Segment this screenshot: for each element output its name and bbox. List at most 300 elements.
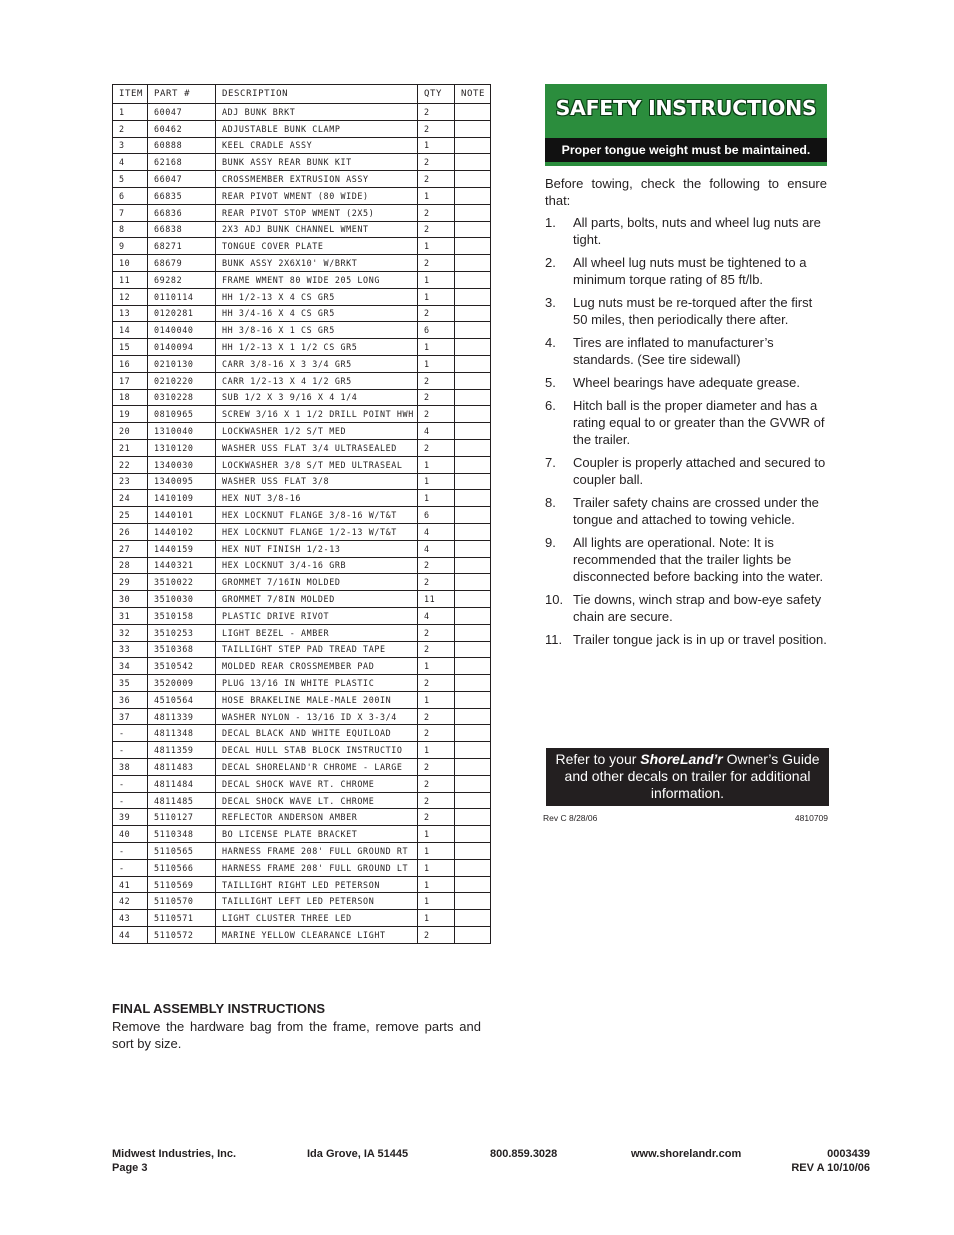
- note-cell: [455, 339, 491, 356]
- description-cell: BO LICENSE PLATE BRACKET: [216, 826, 418, 843]
- description-cell: CARR 3/8-16 X 3 3/4 GR5: [216, 355, 418, 372]
- description-cell: SCREW 3/16 X 1 1/2 DRILL POINT HWH: [216, 406, 418, 423]
- item-number-cell: 27: [113, 540, 148, 557]
- checklist-number: 10.: [545, 592, 564, 607]
- description-cell: GROMMET 7/16IN MOLDED: [216, 574, 418, 591]
- qty-cell: 6: [418, 507, 455, 524]
- note-cell: [455, 876, 491, 893]
- checklist-text: Trailer safety chains are crossed under the tongue and attached to towing vehicle.: [573, 495, 819, 527]
- qty-cell: 2: [418, 927, 455, 944]
- item-number-cell: 10: [113, 255, 148, 272]
- note-cell: [455, 104, 491, 121]
- note-cell: [455, 372, 491, 389]
- item-number-cell: 40: [113, 826, 148, 843]
- description-cell: WASHER USS FLAT 3/8: [216, 473, 418, 490]
- item-number-cell: -: [113, 859, 148, 876]
- qty-cell: 1: [418, 910, 455, 927]
- description-cell: REAR PIVOT WMENT (80 WIDE): [216, 187, 418, 204]
- item-number-cell: 2: [113, 120, 148, 137]
- note-cell: [455, 389, 491, 406]
- checklist-number: 9.: [545, 535, 556, 550]
- part-number-cell: 60888: [148, 137, 216, 154]
- table-row: [113, 742, 491, 759]
- table-row: [113, 439, 491, 456]
- checklist-number: 4.: [545, 335, 556, 350]
- part-number-cell: 3510158: [148, 607, 216, 624]
- qty-cell: 11: [418, 591, 455, 608]
- table-row: [113, 355, 491, 372]
- part-number-cell: 0310228: [148, 389, 216, 406]
- part-number-cell: 1310120: [148, 439, 216, 456]
- description-cell: MOLDED REAR CROSSMEMBER PAD: [216, 658, 418, 675]
- checklist-number: 6.: [545, 398, 556, 413]
- item-number-cell: 38: [113, 759, 148, 776]
- description-cell: CROSSMEMBER EXTRUSION ASSY: [216, 171, 418, 188]
- qty-cell: 2: [418, 389, 455, 406]
- part-number-cell: 1440159: [148, 540, 216, 557]
- qty-cell: 2: [418, 624, 455, 641]
- item-number-cell: 31: [113, 607, 148, 624]
- description-cell: PLASTIC DRIVE RIVOT: [216, 607, 418, 624]
- table-row: [113, 154, 491, 171]
- description-cell: TAILLIGHT LEFT LED PETERSON: [216, 893, 418, 910]
- qty-cell: 2: [418, 406, 455, 423]
- checklist-number: 1.: [545, 215, 556, 230]
- checklist-item: [545, 374, 827, 391]
- final-assembly-text: Remove the hardware bag from the frame, remove parts and sort by size.: [112, 1019, 481, 1051]
- footer-company-block: [112, 1147, 236, 1175]
- item-number-cell: 19: [113, 406, 148, 423]
- description-cell: DECAL SHOCK WAVE LT. CHROME: [216, 792, 418, 809]
- description-cell: TONGUE COVER PLATE: [216, 238, 418, 255]
- table-row: [113, 473, 491, 490]
- description-cell: ADJUSTABLE BUNK CLAMP: [216, 120, 418, 137]
- description-cell: HH 3/4-16 X 4 CS GR5: [216, 305, 418, 322]
- table-row: [113, 255, 491, 272]
- table-row: [113, 372, 491, 389]
- checklist-text: Coupler is properly attached and secured to coupler ball.: [573, 455, 826, 487]
- part-number-cell: 4811339: [148, 708, 216, 725]
- part-number-cell: 5110569: [148, 876, 216, 893]
- part-number-cell: 1440101: [148, 507, 216, 524]
- checklist-text: Lug nuts must be re-torqued after the first 50 miles, then periodically there after.: [573, 295, 813, 327]
- description-cell: REAR PIVOT STOP WMENT (2X5): [216, 204, 418, 221]
- checklist-item: [545, 254, 827, 288]
- table-row: [113, 221, 491, 238]
- item-number-cell: 20: [113, 423, 148, 440]
- refer-prefix: Refer to your: [555, 751, 641, 767]
- item-number-cell: 16: [113, 355, 148, 372]
- part-number-cell: 5110572: [148, 927, 216, 944]
- note-cell: [455, 439, 491, 456]
- table-row: [113, 624, 491, 641]
- description-cell: KEEL CRADLE ASSY: [216, 137, 418, 154]
- part-number-cell: 1340095: [148, 473, 216, 490]
- part-number-cell: 3510030: [148, 591, 216, 608]
- item-number-cell: -: [113, 725, 148, 742]
- checklist-item: [545, 494, 827, 528]
- table-row: [113, 658, 491, 675]
- part-number-cell: 4811484: [148, 775, 216, 792]
- footer-doc-block: [740, 1147, 870, 1175]
- safety-checklist: [545, 214, 827, 654]
- table-row: [113, 171, 491, 188]
- revision-note: Rev C 8/28/06: [543, 813, 598, 823]
- checklist-number: 3.: [545, 295, 556, 310]
- qty-cell: 2: [418, 221, 455, 238]
- description-cell: HEX NUT FINISH 1/2-13: [216, 540, 418, 557]
- note-cell: [455, 675, 491, 692]
- part-number-cell: 0210130: [148, 355, 216, 372]
- item-number-cell: 17: [113, 372, 148, 389]
- table-row: [113, 641, 491, 658]
- description-cell: MARINE YELLOW CLEARANCE LIGHT: [216, 927, 418, 944]
- description-cell: WASHER NYLON - 13/16 ID X 3-3/4: [216, 708, 418, 725]
- note-cell: [455, 624, 491, 641]
- checklist-item: [545, 294, 827, 328]
- description-cell: TAILLIGHT RIGHT LED PETERSON: [216, 876, 418, 893]
- note-cell: [455, 507, 491, 524]
- item-number-cell: 34: [113, 658, 148, 675]
- part-number-cell: 66835: [148, 187, 216, 204]
- description-cell: HARNESS FRAME 208' FULL GROUND RT: [216, 843, 418, 860]
- description-cell: REFLECTOR ANDERSON AMBER: [216, 809, 418, 826]
- part-number-cell: 5110127: [148, 809, 216, 826]
- note-cell: [455, 809, 491, 826]
- table-row: [113, 120, 491, 137]
- note-cell: [455, 742, 491, 759]
- part-number-cell: 0110114: [148, 288, 216, 305]
- footer-website: www.shorelandr.com: [631, 1148, 742, 1160]
- table-row: [113, 305, 491, 322]
- description-cell: HH 3/8-16 X 1 CS GR5: [216, 322, 418, 339]
- checklist-number: 7.: [545, 455, 556, 470]
- header-description: DESCRIPTION: [216, 85, 418, 104]
- item-number-cell: 9: [113, 238, 148, 255]
- table-row: [113, 456, 491, 473]
- item-number-cell: 30: [113, 591, 148, 608]
- item-number-cell: 32: [113, 624, 148, 641]
- note-cell: [455, 557, 491, 574]
- qty-cell: 1: [418, 271, 455, 288]
- table-row: [113, 725, 491, 742]
- qty-cell: 1: [418, 876, 455, 893]
- note-cell: [455, 523, 491, 540]
- description-cell: HEX NUT 3/8-16: [216, 490, 418, 507]
- note-cell: [455, 927, 491, 944]
- description-cell: HEX LOCKNUT FLANGE 1/2-13 W/T&T: [216, 523, 418, 540]
- note-cell: [455, 843, 491, 860]
- note-cell: [455, 271, 491, 288]
- qty-cell: 2: [418, 120, 455, 137]
- checklist-number: 11.: [545, 632, 563, 647]
- qty-cell: 2: [418, 439, 455, 456]
- part-number-cell: 5110566: [148, 859, 216, 876]
- item-number-cell: 1: [113, 104, 148, 121]
- item-number-cell: 8: [113, 221, 148, 238]
- part-number-cell: 1340030: [148, 456, 216, 473]
- part-number-cell: 1440321: [148, 557, 216, 574]
- item-number-cell: 21: [113, 439, 148, 456]
- table-row: [113, 809, 491, 826]
- part-number-cell: 3510022: [148, 574, 216, 591]
- qty-cell: 2: [418, 641, 455, 658]
- part-number-cell: 0810965: [148, 406, 216, 423]
- final-assembly-heading: FINAL ASSEMBLY INSTRUCTIONS: [112, 1001, 326, 1016]
- note-cell: [455, 322, 491, 339]
- parts-table-header: [113, 85, 491, 104]
- item-number-cell: -: [113, 843, 148, 860]
- item-number-cell: 7: [113, 204, 148, 221]
- safety-title: SAFETY INSTRUCTIONS: [555, 96, 817, 120]
- part-number-cell: 62168: [148, 154, 216, 171]
- table-row: [113, 708, 491, 725]
- item-number-cell: -: [113, 792, 148, 809]
- checklist-text: Hitch ball is the proper diameter and has a rating equal to or greater than the GVWR of the trailer.: [573, 398, 825, 447]
- part-number-cell: 3510368: [148, 641, 216, 658]
- table-row: [113, 557, 491, 574]
- part-number-cell: 5110348: [148, 826, 216, 843]
- part-number-cell: 3510542: [148, 658, 216, 675]
- qty-cell: 2: [418, 305, 455, 322]
- footer-location: Ida Grove, IA 51445: [307, 1148, 409, 1160]
- table-row: [113, 507, 491, 524]
- note-cell: [455, 423, 491, 440]
- table-row: [113, 137, 491, 154]
- item-number-cell: 13: [113, 305, 148, 322]
- description-cell: TAILLIGHT STEP PAD TREAD TAPE: [216, 641, 418, 658]
- qty-cell: 1: [418, 859, 455, 876]
- part-number-cell: 3520009: [148, 675, 216, 692]
- note-cell: [455, 910, 491, 927]
- item-number-cell: 6: [113, 187, 148, 204]
- description-cell: HEX LOCKNUT 3/4-16 GRB: [216, 557, 418, 574]
- description-cell: SUB 1/2 X 3 9/16 X 4 1/4: [216, 389, 418, 406]
- qty-cell: 2: [418, 372, 455, 389]
- parts-table-body: [113, 104, 491, 944]
- description-cell: LOCKWASHER 1/2 S/T MED: [216, 423, 418, 440]
- checklist-item: [545, 454, 827, 488]
- item-number-cell: 18: [113, 389, 148, 406]
- item-number-cell: 43: [113, 910, 148, 927]
- description-cell: DECAL SHORELAND'R CHROME - LARGE: [216, 759, 418, 776]
- item-number-cell: 23: [113, 473, 148, 490]
- description-cell: ADJ BUNK BRKT: [216, 104, 418, 121]
- part-number-cell: 4811483: [148, 759, 216, 776]
- qty-cell: 1: [418, 238, 455, 255]
- item-number-cell: 24: [113, 490, 148, 507]
- part-number-cell: 0140040: [148, 322, 216, 339]
- table-row: [113, 288, 491, 305]
- table-row: [113, 607, 491, 624]
- header-qty: QTY: [418, 85, 455, 104]
- footer-phone: 800.859.3028: [490, 1148, 558, 1160]
- part-number-cell: 1410109: [148, 490, 216, 507]
- note-cell: [455, 473, 491, 490]
- checklist-text: Trailer tongue jack is in up or travel position.: [573, 632, 827, 647]
- footer-revision: REV A 10/10/06: [791, 1162, 870, 1174]
- table-row: [113, 187, 491, 204]
- description-cell: FRAME WMENT 80 WIDE 205 LONG: [216, 271, 418, 288]
- qty-cell: 1: [418, 691, 455, 708]
- part-number-cell: 5110570: [148, 893, 216, 910]
- qty-cell: 2: [418, 154, 455, 171]
- part-number-cell: 60462: [148, 120, 216, 137]
- note-cell: [455, 859, 491, 876]
- part-number-cell: 4811348: [148, 725, 216, 742]
- part-number-cell: 0120281: [148, 305, 216, 322]
- item-number-cell: 15: [113, 339, 148, 356]
- note-cell: [455, 708, 491, 725]
- parts-table: [112, 84, 491, 944]
- checklist-item: [545, 397, 827, 448]
- part-number-cell: 4811485: [148, 792, 216, 809]
- item-number-cell: 4: [113, 154, 148, 171]
- note-cell: [455, 171, 491, 188]
- description-cell: 2X3 ADJ BUNK CHANNEL WMENT: [216, 221, 418, 238]
- part-number-cell: 4811359: [148, 742, 216, 759]
- qty-cell: 1: [418, 339, 455, 356]
- note-cell: [455, 691, 491, 708]
- checklist-text: Tie downs, winch strap and bow-eye safety chain are secure.: [573, 592, 822, 624]
- qty-cell: 2: [418, 104, 455, 121]
- table-row: [113, 490, 491, 507]
- item-number-cell: 12: [113, 288, 148, 305]
- item-number-cell: 26: [113, 523, 148, 540]
- checklist-item: [545, 591, 827, 625]
- note-cell: [455, 288, 491, 305]
- table-row: [113, 675, 491, 692]
- table-row: [113, 775, 491, 792]
- table-row: [113, 859, 491, 876]
- description-cell: DECAL BLACK AND WHITE EQUILOAD: [216, 725, 418, 742]
- table-row: [113, 204, 491, 221]
- part-number-cell: 5110565: [148, 843, 216, 860]
- note-cell: [455, 154, 491, 171]
- note-cell: [455, 490, 491, 507]
- item-number-cell: 37: [113, 708, 148, 725]
- header-item: ITEM: [113, 85, 148, 104]
- table-row: [113, 759, 491, 776]
- footer-company: Midwest Industries, Inc.: [112, 1148, 237, 1160]
- part-number-cell: 1310040: [148, 423, 216, 440]
- note-cell: [455, 137, 491, 154]
- part-number-cell: 1440102: [148, 523, 216, 540]
- table-row: [113, 104, 491, 121]
- qty-cell: 1: [418, 456, 455, 473]
- checklist-number: 8.: [545, 495, 556, 510]
- note-cell: [455, 574, 491, 591]
- note-cell: [455, 658, 491, 675]
- qty-cell: 4: [418, 607, 455, 624]
- part-number-cell: 3510253: [148, 624, 216, 641]
- qty-cell: 2: [418, 775, 455, 792]
- description-cell: HOSE BRAKELINE MALE-MALE 200IN: [216, 691, 418, 708]
- part-number-cell: 68271: [148, 238, 216, 255]
- refer-suffix: Owner’s Guide and other decals on trailer for additional information.: [564, 751, 820, 801]
- table-row: [113, 574, 491, 591]
- table-row: [113, 826, 491, 843]
- qty-cell: 2: [418, 204, 455, 221]
- qty-cell: 2: [418, 792, 455, 809]
- description-cell: PLUG 13/16 IN WHITE PLASTIC: [216, 675, 418, 692]
- note-cell: [455, 204, 491, 221]
- footer-doc-id: 0003439: [827, 1148, 870, 1160]
- item-number-cell: 36: [113, 691, 148, 708]
- item-number-cell: 3: [113, 137, 148, 154]
- note-cell: [455, 725, 491, 742]
- checklist-text: All lights are operational. Note: It is recommended that the trailer lights be disconnected before backing into the water.: [573, 535, 824, 584]
- safety-title-box: [545, 84, 827, 166]
- table-row: [113, 339, 491, 356]
- refer-brand: ShoreLand’r: [640, 751, 723, 767]
- item-number-cell: 11: [113, 271, 148, 288]
- table-row: [113, 238, 491, 255]
- description-cell: GROMMET 7/8IN MOLDED: [216, 591, 418, 608]
- item-number-cell: 14: [113, 322, 148, 339]
- description-cell: LOCKWASHER 3/8 S/T MED ULTRASEAL: [216, 456, 418, 473]
- description-cell: HEX LOCKNUT FLANGE 3/8-16 W/T&T: [216, 507, 418, 524]
- note-cell: [455, 607, 491, 624]
- table-row: [113, 893, 491, 910]
- qty-cell: 4: [418, 423, 455, 440]
- table-row: [113, 523, 491, 540]
- header-note: NOTE: [455, 85, 491, 104]
- part-number-cell: 4510564: [148, 691, 216, 708]
- qty-cell: 2: [418, 809, 455, 826]
- description-cell: WASHER USS FLAT 3/4 ULTRASEALED: [216, 439, 418, 456]
- table-row: [113, 423, 491, 440]
- note-cell: [455, 406, 491, 423]
- checklist-text: All parts, bolts, nuts and wheel lug nuts are tight.: [573, 215, 821, 247]
- description-cell: HH 1/2-13 X 4 CS GR5: [216, 288, 418, 305]
- item-number-cell: 33: [113, 641, 148, 658]
- note-cell: [455, 355, 491, 372]
- checklist-item: [545, 534, 827, 585]
- safety-intro: Before towing, check the following to ensure that:: [545, 176, 827, 208]
- item-number-cell: 39: [113, 809, 148, 826]
- checklist-text: All wheel lug nuts must be tightened to a minimum torque rating of 85 ft/lb.: [573, 255, 807, 287]
- item-number-cell: -: [113, 742, 148, 759]
- qty-cell: 1: [418, 826, 455, 843]
- qty-cell: 4: [418, 540, 455, 557]
- qty-cell: 6: [418, 322, 455, 339]
- part-number-cell: 5110571: [148, 910, 216, 927]
- header-part-number: PART #: [148, 85, 216, 104]
- qty-cell: 2: [418, 557, 455, 574]
- document-number: 4810709: [794, 813, 828, 823]
- note-cell: [455, 456, 491, 473]
- description-cell: DECAL SHOCK WAVE RT. CHROME: [216, 775, 418, 792]
- checklist-text: Wheel bearings have adequate grease.: [573, 375, 800, 390]
- qty-cell: 2: [418, 574, 455, 591]
- item-number-cell: 25: [113, 507, 148, 524]
- note-cell: [455, 305, 491, 322]
- table-row: [113, 876, 491, 893]
- description-cell: CARR 1/2-13 X 4 1/2 GR5: [216, 372, 418, 389]
- item-number-cell: 5: [113, 171, 148, 188]
- qty-cell: 2: [418, 255, 455, 272]
- part-number-cell: 0140094: [148, 339, 216, 356]
- table-row: [113, 322, 491, 339]
- qty-cell: 1: [418, 473, 455, 490]
- part-number-cell: 68679: [148, 255, 216, 272]
- table-row: [113, 540, 491, 557]
- item-number-cell: 22: [113, 456, 148, 473]
- note-cell: [455, 221, 491, 238]
- item-number-cell: 42: [113, 893, 148, 910]
- item-number-cell: 44: [113, 927, 148, 944]
